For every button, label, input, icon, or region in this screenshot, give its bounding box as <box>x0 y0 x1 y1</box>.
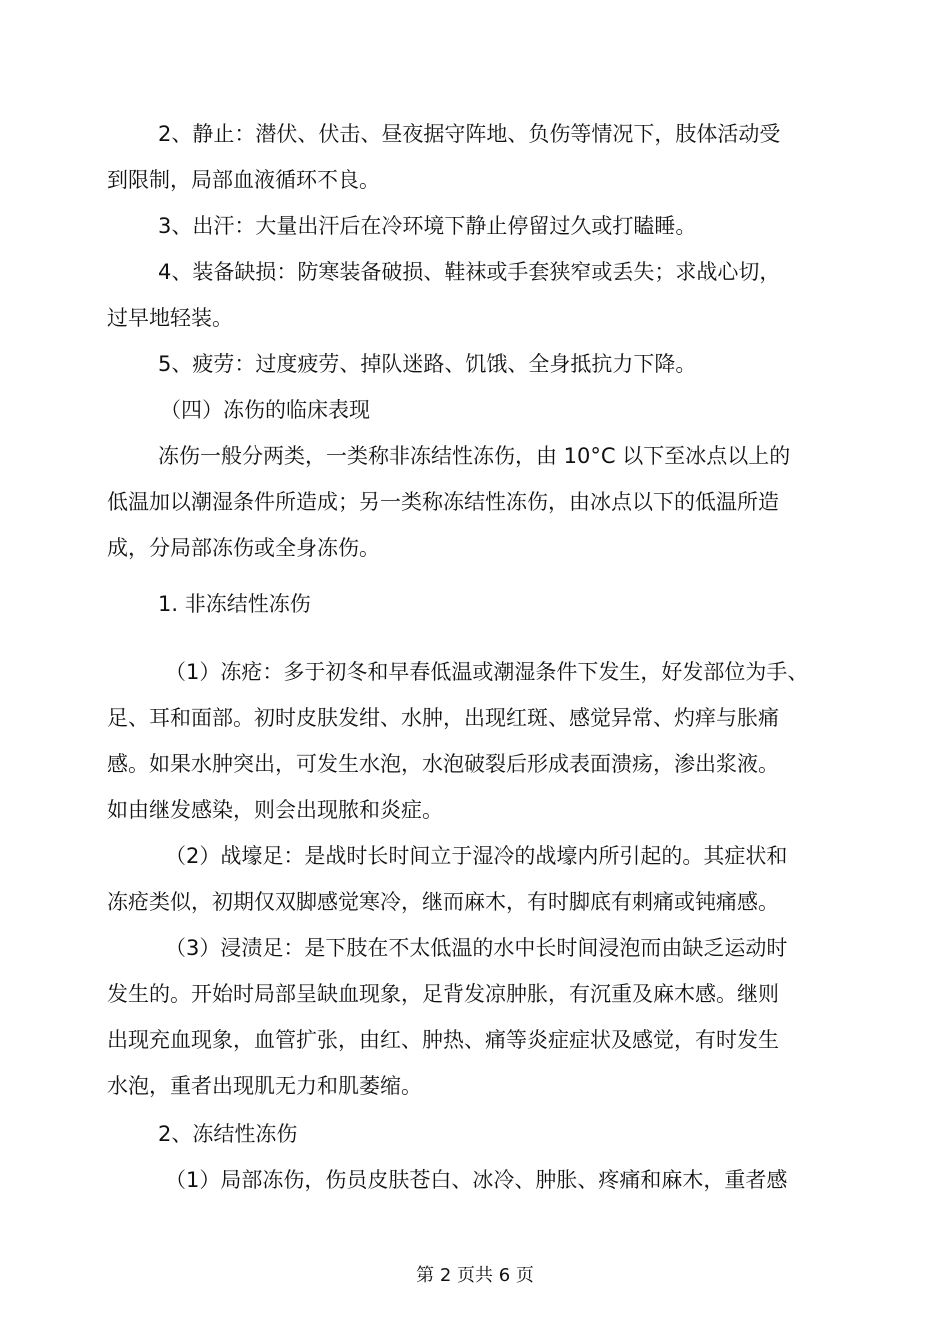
paragraph-line: 出现充血现象，血管扩张，由红、肿热、痛等炎症症状及感觉，有时发生 <box>107 1028 779 1052</box>
paragraph-line: 发生的。开始时局部呈缺血现象，足背发凉肿胀，有沉重及麻木感。继则 <box>107 982 779 1006</box>
paragraph-line: 5、疲劳：过度疲劳、掉队迷路、饥饿、全身抵抗力下降。 <box>158 352 697 376</box>
section-heading: （四）冻伤的临床表现 <box>160 398 370 422</box>
paragraph-line: （3）浸渍足：是下肢在不太低温的水中长时间浸泡而由缺乏运动时 <box>165 936 788 960</box>
paragraph-line: 冻伤一般分两类，一类称非冻结性冻伤，由 10°C 以下至冰点以上的 <box>158 444 791 468</box>
paragraph-line: （1）局部冻伤，伤员皮肤苍白、冰冷、肿胀、疼痛和麻木，重者感 <box>165 1168 788 1192</box>
paragraph-line: （2）战壕足：是战时长时间立于湿冷的战壕内所引起的。其症状和 <box>165 844 788 868</box>
paragraph-line: 低温加以潮湿条件所造成；另一类称冻结性冻伤，由冰点以下的低温所造 <box>107 490 779 514</box>
paragraph-line: 4、装备缺损：防寒装备破损、鞋袜或手套狭窄或丢失；求战心切， <box>158 260 781 284</box>
paragraph-line: 2、静止：潜伏、伏击、昼夜据守阵地、负伤等情况下，肢体活动受 <box>158 122 781 146</box>
subsection-heading: 2、冻结性冻伤 <box>158 1122 298 1146</box>
paragraph-line: 感。如果水肿突出，可发生水泡，水泡破裂后形成表面溃疡，渗出浆液。 <box>107 752 779 776</box>
paragraph-line: 如由继发感染，则会出现脓和炎症。 <box>107 798 443 822</box>
paragraph-line: 成，分局部冻伤或全身冻伤。 <box>107 536 380 560</box>
page-number-footer: 第 2 页共 6 页 <box>416 1265 534 1286</box>
paragraph-line: 到限制，局部血液循环不良。 <box>107 168 380 192</box>
paragraph-line: 3、出汗：大量出汗后在冷环境下静止停留过久或打瞌睡。 <box>158 214 697 238</box>
paragraph-line: 足、耳和面部。初时皮肤发绀、水肿，出现红斑、感觉异常、灼痒与胀痛 <box>107 706 779 730</box>
paragraph-line: 冻疮类似，初期仅双脚感觉寒冷，继而麻木，有时脚底有刺痛或钝痛感。 <box>107 890 779 914</box>
paragraph-line: 过早地轻装。 <box>107 306 233 330</box>
paragraph-line: 水泡，重者出现肌无力和肌萎缩。 <box>107 1074 422 1098</box>
paragraph-line: （1）冻疮：多于初冬和早春低温或潮湿条件下发生，好发部位为手、 <box>165 660 809 684</box>
subsection-heading: 1. 非冻结性冻伤 <box>158 592 311 616</box>
